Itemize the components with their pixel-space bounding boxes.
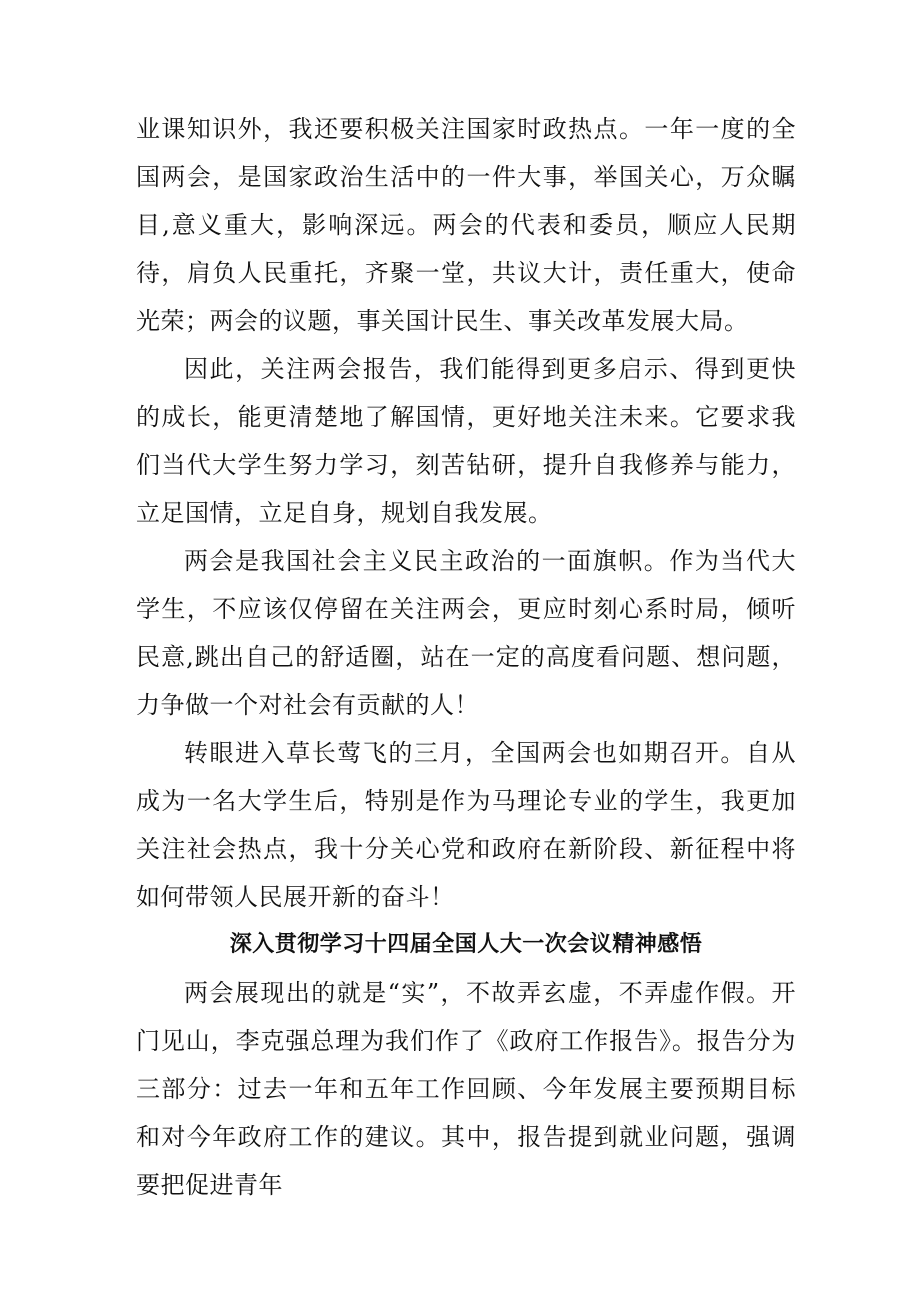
paragraph-4: 转眼进入草长莺飞的三月，全国两会也如期召开。自从成为一名大学生后，特别是作为马理论专业的学生，我更加关注社会热点，我十分关心党和政府在新阶段、新征程中将如何带领人民展开新的奋斗！ <box>136 739 796 911</box>
paragraph-1: 业课知识外，我还要积极关注国家时政热点。一年一度的全国两会，是国家政治生活中的一件大事，举国关心，万众瞩目,意义重大，影响深远。两会的代表和委员，顺应人民期待，肩负人民重托，齐聚一堂，共议大计，责任重大，使命光荣；两会的议题，事关国计民生、事关改革发展大局。 <box>136 115 796 335</box>
paragraph-3: 两会是我国社会主义民主政治的一面旗帜。作为当代大学生，不应该仅停留在关注两会，更应时刻心系时局，倾听民意,跳出自己的舒适圈，站在一定的高度看问题、想问题，力争做一个对社会有贡献的人！ <box>136 547 796 719</box>
paragraph-5: 两会展现出的就是“实”，不故弄玄虚，不弄虚作假。开门见山，李克强总理为我们作了《政府工作报告》。报告分为三部分：过去一年和五年工作回顾、今年发展主要预期目标和对今年政府工作的建议。其中，报告提到就业问题，强调要把促进青年 <box>136 979 796 1199</box>
document-body <box>136 105 796 1209</box>
paragraph-2: 因此，关注两会报告，我们能得到更多启示、得到更快的成长，能更清楚地了解国情，更好地关注未来。它要求我们当代大学生努力学习，刻苦钻研，提升自我修养与能力，立足国情，立足自身，规划自我发展。 <box>136 355 796 527</box>
section-heading: 深入贯彻学习十四届全国人大一次会议精神感悟 <box>229 932 703 957</box>
